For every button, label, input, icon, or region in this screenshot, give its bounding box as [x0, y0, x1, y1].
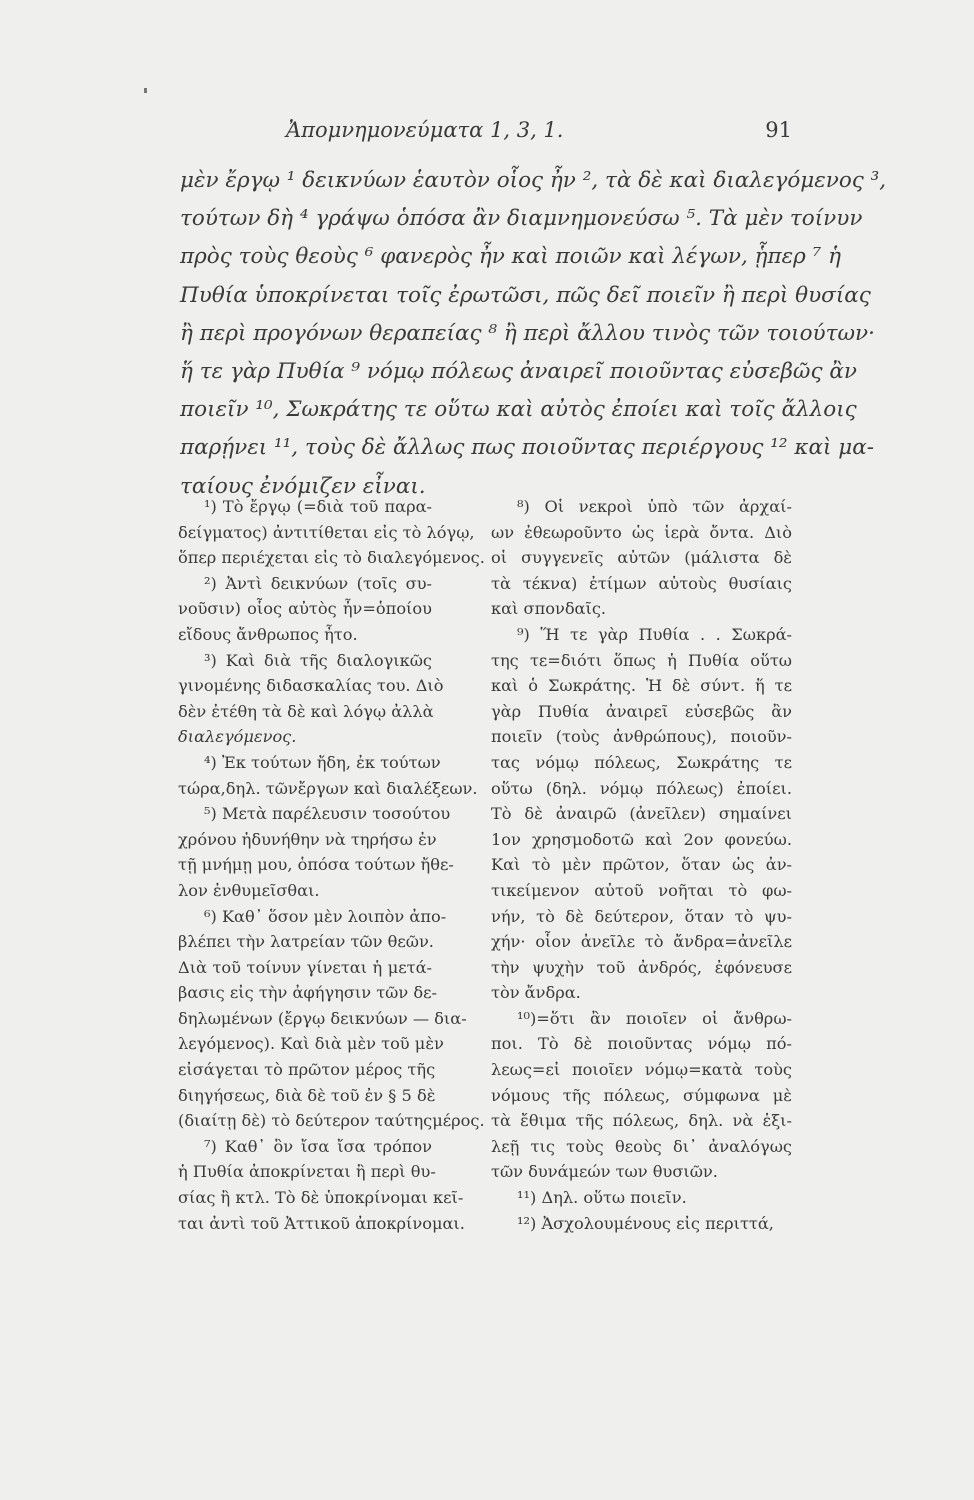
footnote-line: διαλεγόμενος.	[178, 727, 297, 747]
footnote-line: ⁶) Καθ᾽ ὅσον μὲν λοιπὸν ἀπο-	[204, 906, 447, 926]
main-text-line: ἢ περὶ προγόνων θεραπείας ⁸ ἢ περὶ ἄλλου τινὸς τῶν τοιούτων·	[180, 320, 875, 346]
main-text-line: μὲν ἔργῳ ¹ δεικνύων ἑαυτὸν οἷος ἦν ², τὰ δὲ καὶ διαλεγόμενος ³,	[180, 168, 887, 193]
footnote-line: ¹¹) Δηλ. οὕτω ποιεῖν.	[517, 1188, 687, 1208]
footnote-line: Τὸ δὲ ἀναιρῶ (ἀνεῖλεν) σημαίνει	[491, 804, 792, 824]
footnote-line: οὕτω (δηλ. νόμῳ πόλεως) ἐποίει.	[491, 778, 792, 798]
footnote-line: λεγόμενος). Καὶ διὰ μὲν τοῦ μὲν	[178, 1034, 444, 1054]
footnote-line: ⁵) Μετὰ παρέλευσιν τοσούτου	[204, 804, 451, 824]
footnotes-right-column	[491, 494, 792, 1236]
footnote-line: χρόνου ἠδυνήθην νὰ τηρήσω ἐν	[178, 829, 437, 849]
footnote-line: τὸν ἄνδρα.	[491, 983, 581, 1003]
footnote-line: καὶ ὁ Σωκράτης. Ἡ δὲ σύντ. ἥ τε	[491, 676, 792, 696]
footnote-line: οἱ συγγενεῖς αὐτῶν (μάλιστα δὲ	[491, 548, 792, 568]
footnote-line: νόμους τῆς πόλεως, σύμφωνα μὲ	[491, 1085, 792, 1105]
footnote-line: διηγήσεως, διὰ δὲ τοῦ ἐν § 5 δὲ	[178, 1085, 436, 1105]
footnote-line: ὅπερ περιέχεται εἰς τὸ διαλεγόμενος.	[178, 548, 485, 568]
footnote-line: 1ον χρησμοδοτῶ καὶ 2ον φονεύω.	[491, 829, 792, 849]
footnote-line: τας νόμῳ πόλεως, Σωκράτης τε	[491, 752, 792, 772]
footnote-line: ⁴) Ἐκ τούτων ἤδη, ἐκ τούτων	[204, 752, 441, 772]
footnote-line: τῶν δυνάμεών των θυσιῶν.	[491, 1162, 718, 1182]
footnote-line: τικείμενον αὐτοῦ νοῆται τὸ φω-	[491, 880, 792, 900]
footnote-line: τῇ μνήμῃ μου, ὁπόσα τούτων ἤθε-	[178, 855, 454, 875]
footnote-line: δείγματος) ἀντιτίθεται εἰς τὸ λόγῳ,	[178, 522, 475, 542]
footnote-line: λεῇ τις τοὺς θεοὺς δι᾽ ἀναλόγως	[491, 1136, 792, 1156]
footnote-line: ἡ Πυθία ἀποκρίνεται ἢ περὶ θυ-	[178, 1162, 436, 1182]
footnote-line: της τε=διότι ὅπως ἡ Πυθία οὕτω	[491, 650, 792, 670]
footnote-line: λον ἐνθυμεῖσθαι.	[178, 880, 320, 900]
footnote-line: ων ἐθεωροῦντο ὡς ἱερὰ ὄντα. Διὸ	[491, 522, 792, 542]
footnote-line: ⁸) Οἱ νεκροὶ ὑπὸ τῶν ἀρχαί-	[517, 497, 792, 516]
footnote-line: ¹⁰)=ὅτι ἂν ποιοῖεν οἱ ἄνθρω-	[517, 1008, 792, 1028]
footnotes-left-column	[178, 494, 485, 1236]
footnote-line: ποιεῖν (τοὺς ἀνθρώπους), ποιοῦν-	[491, 727, 792, 747]
footnote-line: νοῦσιν) οἷος αὐτὸς ἦν=ὁποίου	[178, 599, 432, 619]
footnote-line: (διαίτῃ δὲ) τὸ δεύτερον ταύτηςμέρος.	[178, 1111, 485, 1131]
footnote-line: εἴδους ἄνθρωπος ἦτο.	[178, 624, 358, 644]
footnote-line: τὰ ἔθιμα τῆς πόλεως, δηλ. νὰ ἐξι-	[491, 1111, 792, 1131]
footnote-line: χήν· οἷον ἀνεῖλε τὸ ἄνδρα=ἀνεῖλε	[491, 932, 792, 952]
footnote-line: ⁷) Καθ᾽ ὃν ἴσα ἴσα τρόπον	[204, 1136, 432, 1156]
footnote-line: ³) Καὶ διὰ τῆς διαλογικῶς	[204, 650, 432, 670]
footnote-line: βασις εἰς τὴν ἀφήγησιν τῶν δε-	[178, 983, 437, 1003]
main-text	[180, 162, 887, 506]
footnote-line: λεως=εἰ ποιοῖεν νόμῳ=κατὰ τοὺς	[491, 1060, 792, 1080]
footnote-line: δηλωμένων (ἔργῳ δεικνύων — δια-	[178, 1008, 467, 1028]
footnote-line: Καὶ τὸ μὲν πρῶτον, ὅταν ὡς ἀν-	[491, 855, 792, 875]
footnote-line: ποι. Τὸ δὲ ποιοῦντας νόμῳ πό-	[491, 1034, 792, 1054]
footnote-line: ται ἀντὶ τοῦ Ἀττικοῦ ἀποκρίνομαι.	[178, 1213, 465, 1233]
main-text-line: ταίους ἐνόμιζεν εἶναι.	[180, 473, 426, 499]
footnote-line: τὰ τέκνα) ἐτίμων αὐτοὺς θυσίαις	[491, 573, 792, 593]
main-text-line: ἥ τε γὰρ Πυθία ⁹ νόμῳ πόλεως ἀναιρεῖ ποιοῦντας εὐσεβῶς ἂν	[180, 359, 857, 385]
main-text-line: παρῄνει ¹¹, τοὺς δὲ ἄλλως πως ποιοῦντας περιέργους ¹² καὶ μα-	[180, 435, 875, 461]
footnote-line: ⁹) Ἥ τε γὰρ Πυθία . . Σωκρά-	[517, 624, 792, 644]
footnote-line: ¹²) Ἀσχολουμένους εἰς περιττά,	[517, 1213, 774, 1233]
footnote-line: σίας ἢ κτλ. Τὸ δὲ ὑποκρίνομαι κεῖ-	[178, 1188, 464, 1208]
main-text-line: πρὸς τοὺς θεοὺς ⁶ φανερὸς ἦν καὶ ποιῶν καὶ λέγων, ᾗπερ ⁷ ἡ	[180, 244, 841, 270]
running-head	[180, 118, 792, 150]
main-text-line: τούτων δὴ ⁴ γράψω ὁπόσα ἂν διαμνημονεύσω ⁵. Τὰ μὲν τοίνυν	[180, 206, 863, 232]
footnote-line: ¹) Τὸ ἔργῳ (=διὰ τοῦ παρα-	[204, 497, 432, 516]
main-text-line: Πυθία ὑποκρίνεται τοῖς ἐρωτῶσι, πῶς δεῖ ποιεῖν ἢ περὶ θυσίας	[180, 282, 871, 308]
footnote-line: γὰρ Πυθία ἀναιρεῖ εὐσεβῶς ἂν	[491, 701, 792, 721]
footnote-line: τώρα,δηλ. τῶνἔργων καὶ διαλέξεων.	[178, 778, 478, 798]
footnote-line: βλέπει τὴν λατρείαν τῶν θεῶν.	[178, 932, 434, 952]
footnote-line: καὶ σπονδαῖς.	[491, 599, 607, 619]
footnote-line: δὲν ἐτέθη τὰ δὲ καὶ λόγῳ ἀλλὰ	[178, 701, 434, 721]
running-title: Ἀπομνημονεύματα 1, 3, 1.	[286, 118, 564, 142]
footnote-line: γινομένης διδασκαλίας του. Διὸ	[178, 676, 444, 696]
footnote-line: ²) Ἀντὶ δεικνύων (τοῖς συ-	[204, 573, 432, 593]
footnote-line: νήν, τὸ δὲ δεύτερον, ὅταν τὸ ψυ-	[491, 906, 792, 926]
footnote-line: Διὰ τοῦ τοίνυν γίνεται ἡ μετά-	[178, 957, 432, 977]
main-text-line: ποιεῖν ¹⁰, Σωκράτης τε οὕτω καὶ αὐτὸς ἐποίει καὶ τοῖς ἄλλοις	[180, 397, 857, 423]
ink-speck	[144, 88, 147, 93]
page-number: 91	[765, 118, 792, 142]
footnote-line: τὴν ψυχὴν τοῦ ἀνδρός, ἐφόνευσε	[491, 957, 792, 977]
footnote-line: εἰσάγεται τὸ πρῶτον μέρος τῆς	[178, 1060, 436, 1080]
